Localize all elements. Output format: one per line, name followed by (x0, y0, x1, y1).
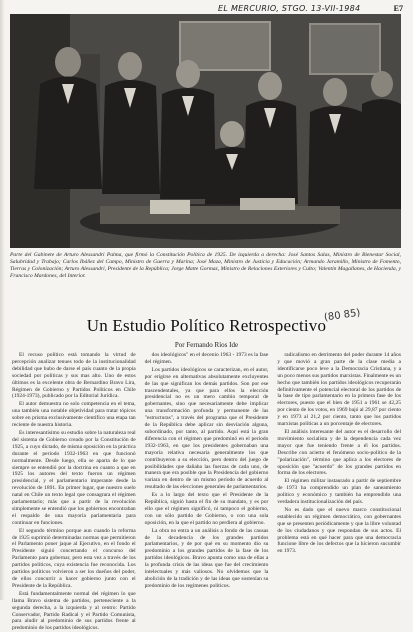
article-byline: Por Fernando Ríos Ide (174, 341, 239, 349)
article-column-2 (145, 352, 269, 596)
paragraph: No es dado que el nuevo marco constitucional establecido un régimen democrático, con gobernantes que se presenten periódicamente y que la libre voluntad de los ciudadanos y que respondan de sus actos. El problema está en qué hacer para que una democracia funcione libre de los defectos que la hicieron sucumbir en 1973. (277, 506, 402, 555)
article-headline: Un Estudio Político Retrospectivo (86, 316, 327, 335)
cabinet-photo-illustration (10, 14, 401, 248)
paragraph: Está fundamentalmente normal del régimen lo que llama Bravo sistema de partidos, perteneciente a la segunda derecha, a la izquierda y al centro: Partido Conservador, Partido Radical y el Partido Comunista, para aludir al predominio de sus partidos frente al predominio de los partidos ideológicos. (12, 590, 136, 632)
handwritten-margin-note: (80 85) (323, 307, 362, 324)
paragraph: dos ideológicos" en el decenio 1963 - 1973 es la fase del régimen. (144, 352, 269, 365)
paragraph: El análisis interesante del autor es el desarrollo del movimiento socialista y de la dependencia cada vez mayor que fue teniendo frente a él los partidos. Describe con acierto el fenómeno socio-político de la "polarización", término que aplica a los electores de oposición que "acuerdo" de los grandes partidos en forma de los electores. (277, 428, 402, 477)
paragraph: radicalismo en detrimento del poder durante 14 años y que movió a gran parte de la clase media a identificarse poco leve a la Democracia Cristiana, y a un poco menos sus partidos marxistas. Finalmente es un hecho que también los partidos ideológicos recuperarán definitivamente el potencial electoral de los partidos de la base de tipo parlamentario en la primera fase de los electores, puesto que el bien de 1951 a 1961 se 42,25 por ciento de los votos, en 1969 bajó al 29,87 por ciento y en 1973 al 21,2 por ciento, tanto que los partidos marxistas políticas a un porcentaje de electores. (277, 352, 402, 428)
photo-caption: Parte del Gabinete de Arturo Alessandri Palma, que firmó la Constitución Política de 1925. De izquierda a derecha: José Santos Salas, Ministro de Bienestar Social, Salubridad y Trabajo; Carlos Ibáñez del Campo, Ministro de Guerra y Marina; José Maza, Ministro de Justicia y Educación; Armando Jaramillo, Ministro de Fomento, Tierras y Colonización; Arturo Alessandri, Presidente de la República; Jorge Matte Gormaz, Ministro de Relaciones Exteriores y Culto; Valentín Magallanes, de Hacienda, y Francisco Mardones, del Interior. (10, 252, 401, 279)
page-number: E7 (393, 4, 403, 13)
paragraph: El autor demuestra no solo competencia en el tema, una también una notable objetividad para tratar tópicos sobre en prisma exclusivamente científico una etapa tan reciente de nuestra historia. (12, 401, 136, 429)
paragraph: El segundo término porque aun cuando la reforma de 1925 suprimió determinadas normas que permitieron el Parlamento poner jaque al Ejecutivo, en el fondo el Presidente siguió concertando el concurso del Parlamento para gobernar, pero esta vez a través de los partidos políticos, cuya existencia fue reconocida. Los partidos políticos volvieron a ser los dueños del poder, de ellos concurrir a hacer gobierno junto con el Presidente de la República. (12, 527, 136, 589)
paragraph: Los partidos ideológicos se caracterizan, en el autor, por erigirse en alternativas absolutamente excluyentes de las que significan los demás partidos. Son por ese trascendentales, ya que para ellos la elección presidencial no es un mero cambio temporal de gobernantes, sino que necesariamente debe implicar una transformación profunda y permanente de las "estructuras", a través del programa que el Presidente de la República debe aplicar sin desviación alguna, subordinado, por tanto, al partido. Aquí está la gran diferencia con el régimen que predominó en el período 1932-1963, en que los presidentes gobernaban una mayoría relativa necesaria generalmente los que contribuyeron a su elección, pero dentro del juego de posibilidades que dañaba las fuerzas de cada uno, de manera que era posible que la Presidencia del gobierno variara en dentro de un mismo período de acuerdo al resultado de las elecciones generales de parlamentarios. (144, 366, 269, 491)
historic-cabinet-photo (10, 14, 401, 248)
paragraph: El régimen militar instaurado a partir de septiembre de 1973 ha comprendido un plan de saneamiento político y económico y también ha emprendido una verdadera institucionalización del país. (277, 478, 402, 506)
handwritten-source-note: EL MERCURIO, STGO. 13-VII-1984 (218, 4, 361, 13)
paragraph: El recuso político está tomando la virtud de percepción analizar tenues todo de la institucionalidad debilidad que hubo de darse el país cuanto de la propia sociedad por políticas y sus mas alto. Uno de estos últimos es la excelente obra de Bernardino Bravo Lira, Régimen de Gobierno y Partidos Políticos en Chile (1924-1973), publicado por la Editorial Jurídica. (12, 352, 136, 400)
paragraph: Es interesantísimo su estudio sobre la naturaleza real del sistema de Gobierno creado por la Constitución de 1925, a cuyo dictado, de misma oposición en la práctica durante el periodo 1932-1963 en que funcionó normalmente. Desde luego, ella se aparta de lo que siempre se entendió por la doctrina en cuanto a que en 1925 los autores del texto fueron un régimen presidencial, y el parlamentario imperante desde la revolución de 1891. En primer lugar, que nuestro suelo natal en Chile un texto legal que consagrara el régimen parlamentario; más que a partir de la revolución simplemente se entendió que los gobiernos encontraban el respaldo de una mayoría parlamentaria para continuar en funciones. (12, 429, 136, 526)
page-fold-shadow (0, 0, 5, 600)
article-column-3 (277, 352, 401, 596)
paragraph: Es a lo largo del texto que el Presidente de la República, siguió hasta el fin de su mandato, y es por ello que el régimen significó, ni tampoco el gobierno, con un sólo partido de Gobierno, o con una sola oposición, en la que el partido no perdiera al gobierno. (144, 492, 269, 526)
paragraph: La obra no entra a un análisis a fondo de las causas de la decadencia de los grandes partidos parlamentarios, y de por qué en su momento dio su predominio a los grandes partidos de la fase de los partidos ideológicos. Bravo apunta como una de ellas a la profunda crisis de las ideas que fue del crecimiento intelectuales y más valiosos. No olvidemos que la abolición de la tradición y de las ideas que sostenían su predominio de los regímenes políticos. (144, 527, 269, 589)
article-columns (12, 352, 402, 632)
article-column-1 (12, 352, 136, 632)
